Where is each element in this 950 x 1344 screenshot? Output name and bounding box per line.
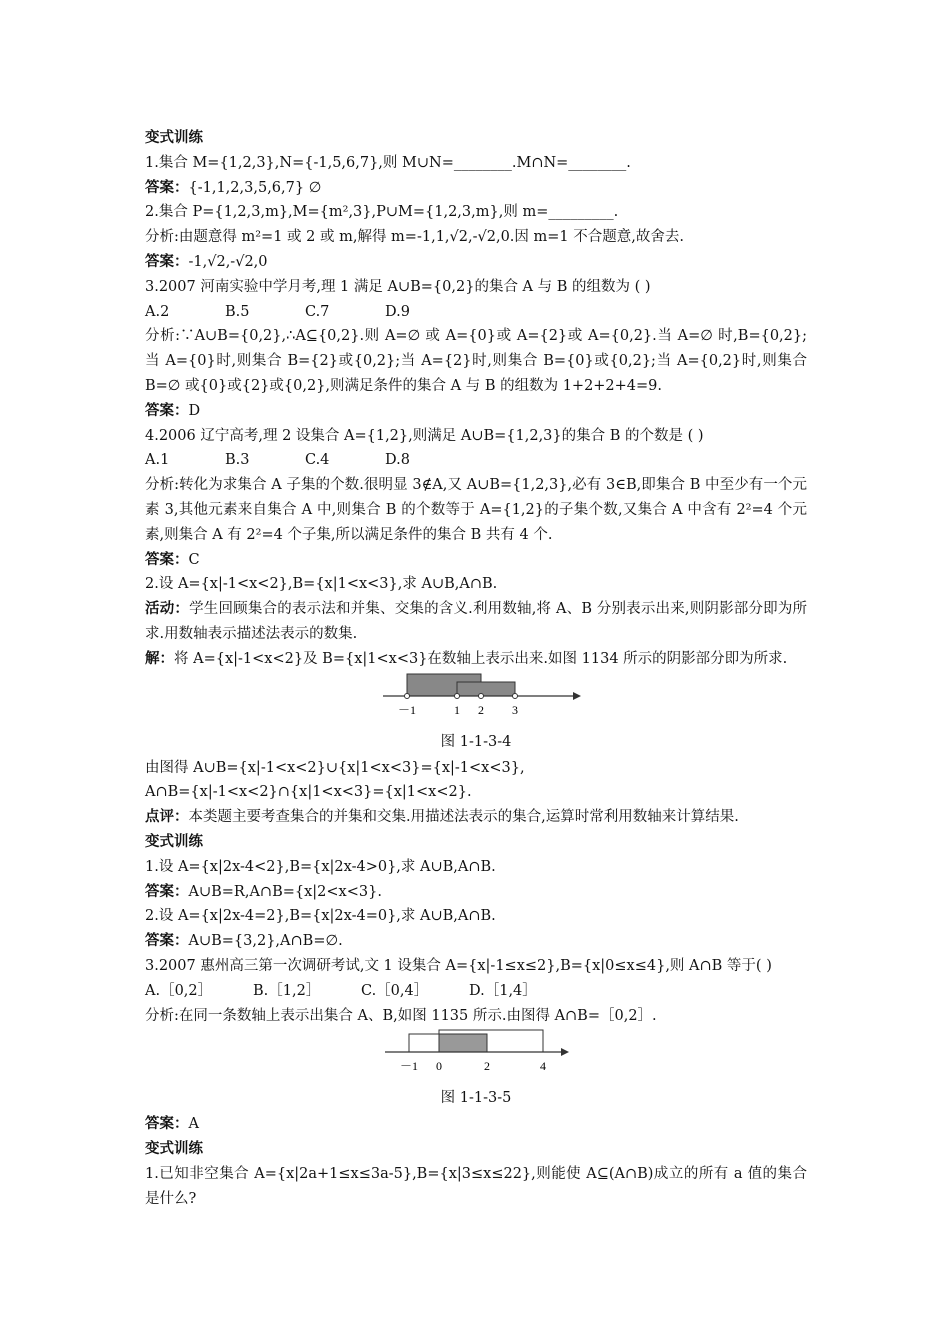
line-text: D xyxy=(188,402,201,419)
text-line xyxy=(145,805,807,830)
line-label: 答案： xyxy=(145,252,189,270)
line-text: 学生回顾集合的表示法和并集、交集的含义.利用数轴,将 A、B 分别表示出来,则阴影部分即为所求.用数轴表示描述法表示的数集. xyxy=(145,601,808,642)
section-heading xyxy=(145,830,807,855)
option-row xyxy=(145,448,807,473)
line-text: 分析:由题意得 m²=1 或 2 或 m,解得 m=-1,1,√2,-√2,0.因 m=1 不合题意,故舍去. xyxy=(145,229,684,246)
text-line xyxy=(145,473,807,547)
axis-arrow xyxy=(573,692,581,700)
text-line xyxy=(145,597,807,647)
text-line xyxy=(145,275,807,300)
option-row xyxy=(145,979,807,1004)
tick-label: 3 xyxy=(512,702,518,717)
line-text: 分析:在同一条数轴上表示出集合 A、B,如图 1135 所示.由图得 A∩B=［0,2］. xyxy=(145,1007,657,1024)
text-line xyxy=(145,200,807,225)
tick-label: 4 xyxy=(540,1059,546,1074)
line-text: 本类题主要考查集合的并集和交集.用描述法表示的集合,运算时常利用数轴来计算结果. xyxy=(188,809,739,826)
tick-label: －1 xyxy=(399,1059,419,1074)
open-endpoint xyxy=(455,693,460,698)
text-line xyxy=(145,572,807,597)
choice-option: B.5 xyxy=(225,303,250,320)
line-text: 3.2007 河南实验中学月考,理 1 满足 A∪B={0,2}的集合 A 与 B 的组数为 ( ) xyxy=(145,278,651,295)
section-heading xyxy=(145,126,807,151)
line-text: 由图得 A∪B={x|-1<x<2}∪{x|1<x<3}={x|-1<x<3}, xyxy=(145,759,525,776)
text-line xyxy=(145,954,807,979)
text-line xyxy=(145,225,807,250)
option-row xyxy=(145,300,807,325)
intersection-shaded-region xyxy=(439,1034,487,1052)
text-line xyxy=(145,424,807,449)
text-line xyxy=(145,880,807,905)
line-text: 1.集合 M={1,2,3},N={-1,5,6,7},则 M∪N=________.M∩N=________. xyxy=(145,154,631,171)
text-line xyxy=(145,151,807,176)
open-endpoint xyxy=(513,693,518,698)
line-label: 解： xyxy=(145,649,174,667)
text-line xyxy=(145,1112,807,1137)
line-label: 答案： xyxy=(145,550,189,568)
line-text: -1,√2,-√2,0 xyxy=(188,253,268,270)
set-b-shaded-region xyxy=(457,682,515,696)
line-text: 2.集合 P={1,2,3,m},M={m²,3},P∪M={1,2,3,m},则 m=_________. xyxy=(145,204,619,221)
line-text: 4.2006 辽宁高考,理 2 设集合 A={1,2},则满足 A∪B={1,2,3}的集合 B 的个数是 ( ) xyxy=(145,427,704,444)
line-label: 活动： xyxy=(145,600,190,618)
choice-option: A.1 xyxy=(145,452,170,469)
figure-container xyxy=(145,1028,807,1086)
text-line xyxy=(145,855,807,880)
line-text: A∩B={x|-1<x<2}∩{x|1<x<3}={x|1<x<2}. xyxy=(145,784,472,801)
choice-option: D.8 xyxy=(385,452,410,469)
text-line xyxy=(145,904,807,929)
text-line xyxy=(145,929,807,954)
text-line xyxy=(145,1004,807,1029)
line-text: 分析:转化为求集合 A 子集的个数.很明显 3∉A,又 A∪B={1,2,3},必有 3∈B,即集合 B 中至少有一个元素 3,其他元素来自集合 A 中,则集合 B 的个数等于 A={1,2}的子集个数,又集合 A 中含有 2²=4 个元素,则集合 A 有 2²=4 个子集,所以满足条件的集合 B 共有 4 个. xyxy=(145,477,807,543)
line-text: 变式训练 xyxy=(145,129,203,146)
choice-option: C.4 xyxy=(305,452,330,469)
tick-label: 2 xyxy=(478,702,484,717)
choice-option: C.7 xyxy=(305,303,330,320)
line-label: 点评： xyxy=(145,808,189,826)
text-line xyxy=(145,250,807,275)
choice-option: D.［1,4］ xyxy=(469,982,537,999)
text-line xyxy=(145,780,807,805)
line-text: 3.2007 惠州高三第一次调研考试,文 1 设集合 A={x|-1≤x≤2},B={x|0≤x≤4},则 A∩B 等于( ) xyxy=(145,957,772,974)
section-heading xyxy=(145,1137,807,1162)
line-text: 分析:∵A∪B={0,2},∴A⊆{0,2}.则 A=∅ 或 A={0}或 A={2}或 A={0,2}.当 A=∅ 时,B={0,2};当 A={0}时,则集合 B={2}或{0,2};当 A={2}时,则集合 B={0}或{0,2};当 A={0,2}时,则集合 B=∅ 或{0}或{2}或{0,2},则满足条件的集合 A 与 B 的组数为 1+2+2+4=9. xyxy=(145,328,807,394)
text-line xyxy=(145,1162,807,1212)
choice-option: A.2 xyxy=(145,303,170,320)
document-body xyxy=(145,126,807,1211)
line-text: 1.设 A={x|2x-4<2},B={x|2x-4>0},求 A∪B,A∩B. xyxy=(145,858,496,875)
line-text: {-1,1,2,3,5,6,7} ∅ xyxy=(188,179,322,196)
text-line xyxy=(145,176,807,201)
tick-label: －1 xyxy=(397,702,417,717)
tick-label: 1 xyxy=(454,702,460,717)
choice-option: B.［1,2］ xyxy=(253,982,321,999)
text-line xyxy=(145,324,807,398)
choice-option: A.［0,2］ xyxy=(145,982,213,999)
text-line xyxy=(145,647,807,672)
figure-caption: 图 1-1-3-5 xyxy=(440,1090,512,1107)
figure-container xyxy=(145,672,807,730)
line-label: 答案： xyxy=(145,1115,189,1133)
line-label: 答案： xyxy=(145,882,189,900)
figure-caption: 图 1-1-3-4 xyxy=(440,733,512,750)
line-text: A∪B={3,2},A∩B=∅. xyxy=(188,933,343,950)
open-endpoint xyxy=(405,693,410,698)
axis-arrow xyxy=(561,1048,569,1056)
line-text: 将 A={x|-1<x<2}及 B={x|1<x<3}在数轴上表示出来.如图 1134 所示的阴影部分即为所求. xyxy=(174,650,788,667)
line-text: 2.设 A={x|-1<x<2},B={x|1<x<3},求 A∪B,A∩B. xyxy=(145,576,498,593)
text-line xyxy=(145,548,807,573)
line-label: 答案： xyxy=(145,932,189,950)
line-label: 答案： xyxy=(145,401,189,419)
tick-label: 2 xyxy=(484,1059,490,1074)
text-line xyxy=(145,399,807,424)
line-text: 变式训练 xyxy=(145,832,203,850)
line-label: 答案： xyxy=(145,178,189,196)
text-line xyxy=(145,756,807,781)
line-text: A xyxy=(188,1116,199,1133)
line-text: A∪B=R,A∩B={x|2<x<3}. xyxy=(188,883,382,900)
choice-option: B.3 xyxy=(225,452,250,469)
line-text: 1.已知非空集合 A={x|2a+1≤x≤3a-5},B={x|3≤x≤22},则能使 A⊆(A∩B)成立的所有 a 值的集合是什么? xyxy=(145,1165,807,1207)
tick-label: 0 xyxy=(436,1059,442,1074)
number-line-figure-1 xyxy=(383,672,583,728)
line-text: C xyxy=(188,551,200,568)
line-text: 变式训练 xyxy=(145,1140,203,1158)
choice-option: D.9 xyxy=(385,303,410,320)
open-endpoint xyxy=(479,693,484,698)
line-text: 2.设 A={x|2x-4=2},B={x|2x-4=0},求 A∪B,A∩B. xyxy=(145,908,496,925)
number-line-figure-2 xyxy=(383,1028,583,1084)
choice-option: C.［0,4］ xyxy=(361,982,429,999)
